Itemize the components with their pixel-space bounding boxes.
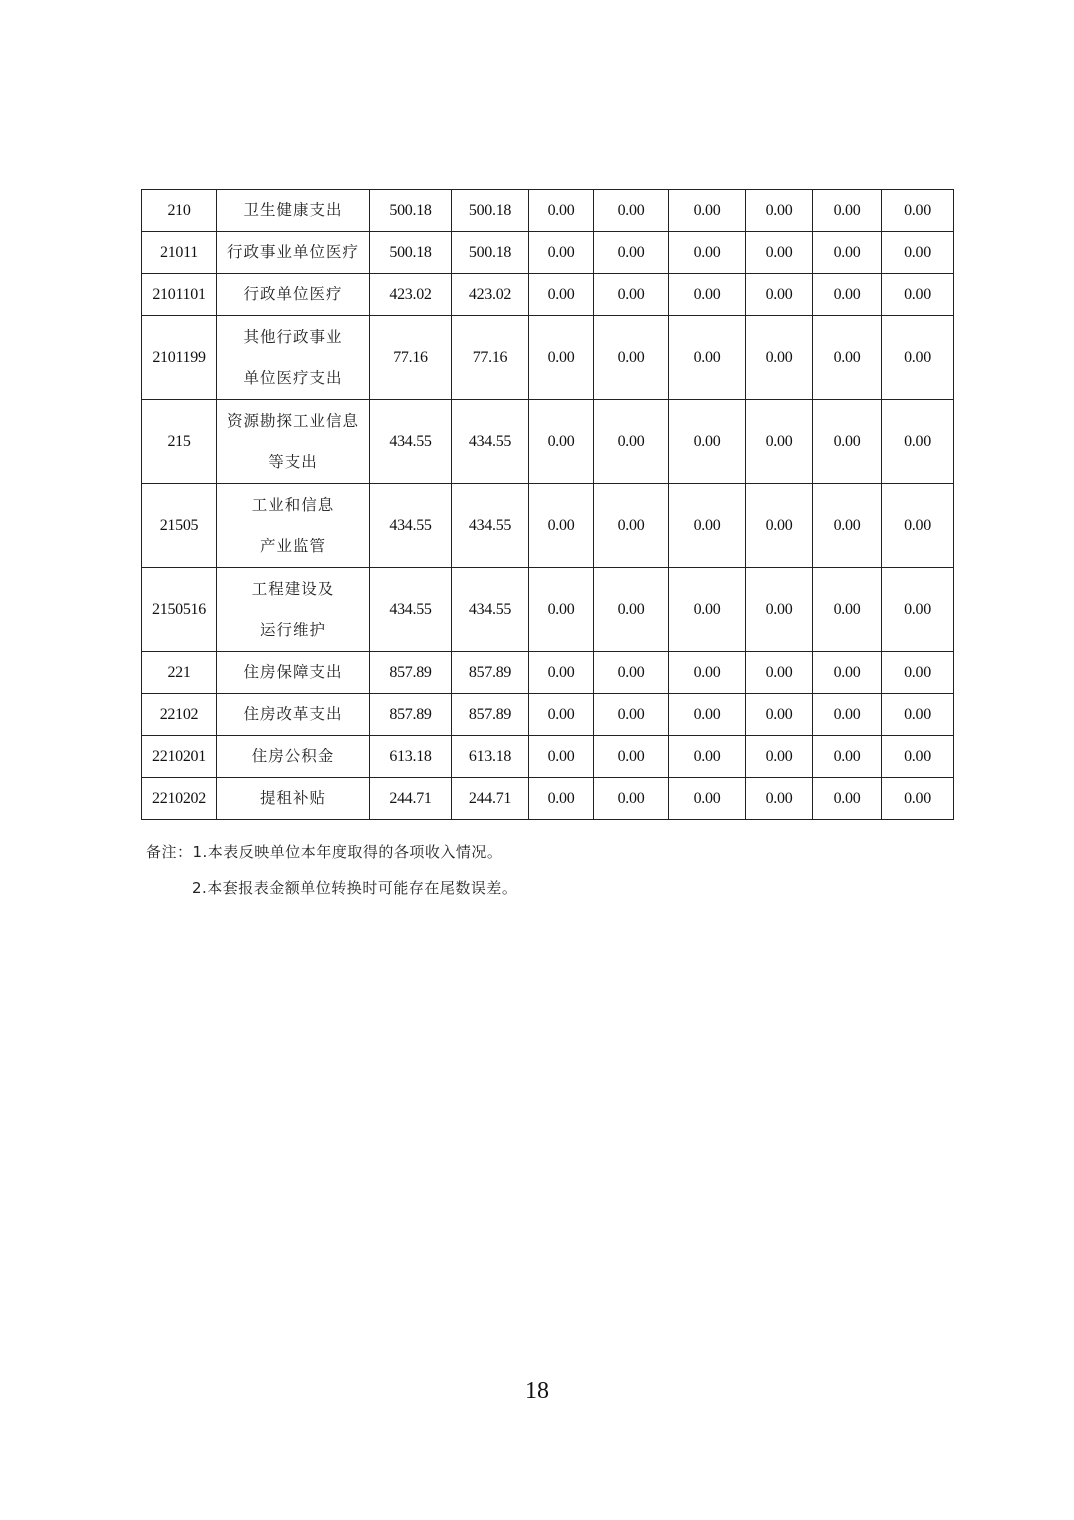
table-row	[142, 400, 954, 484]
subject-name-line: 工业和信息	[251, 495, 335, 514]
amount-cell: 0.00	[669, 232, 746, 274]
amount-cell: 434.55	[452, 400, 529, 484]
subject-name	[217, 190, 370, 232]
amount-cell: 0.00	[882, 694, 954, 736]
amount-cell: 0.00	[594, 736, 669, 778]
amount-cell: 434.55	[370, 568, 452, 652]
subject-name	[217, 316, 370, 400]
amount-cell: 0.00	[669, 316, 746, 400]
subject-name	[217, 736, 370, 778]
amount-cell: 0.00	[529, 400, 594, 484]
amount-cell: 0.00	[594, 190, 669, 232]
table-row	[142, 232, 954, 274]
amount-cell: 434.55	[452, 568, 529, 652]
table-row	[142, 190, 954, 232]
amount-cell: 0.00	[746, 568, 813, 652]
amount-cell: 857.89	[452, 652, 529, 694]
amount-cell: 0.00	[529, 274, 594, 316]
notes	[146, 840, 946, 912]
amount-cell: 0.00	[669, 694, 746, 736]
amount-cell: 0.00	[594, 274, 669, 316]
amount-cell: 0.00	[813, 736, 882, 778]
amount-cell: 0.00	[882, 400, 954, 484]
amount-cell: 0.00	[669, 400, 746, 484]
amount-cell: 0.00	[529, 652, 594, 694]
amount-cell: 0.00	[669, 568, 746, 652]
amount-cell: 0.00	[813, 232, 882, 274]
amount-cell: 0.00	[882, 274, 954, 316]
amount-cell: 0.00	[813, 484, 882, 568]
amount-cell: 0.00	[669, 736, 746, 778]
subject-name	[217, 274, 370, 316]
amount-cell: 0.00	[529, 694, 594, 736]
amount-cell: 857.89	[452, 694, 529, 736]
amount-cell: 0.00	[746, 694, 813, 736]
amount-cell: 0.00	[594, 316, 669, 400]
amount-cell: 0.00	[594, 400, 669, 484]
page-number: 18	[525, 1378, 549, 1404]
subject-code: 21505	[142, 484, 217, 568]
subject-name-line: 行政单位医疗	[243, 285, 343, 303]
amount-cell: 77.16	[370, 316, 452, 400]
subject-name-line: 提租补贴	[259, 789, 326, 807]
subject-code: 2210202	[142, 778, 217, 820]
amount-cell: 857.89	[370, 652, 452, 694]
amount-cell: 0.00	[669, 190, 746, 232]
amount-cell: 0.00	[813, 400, 882, 484]
table-row	[142, 694, 954, 736]
note-1: 备注：1.本表反映单位本年度取得的各项收入情况。	[146, 843, 503, 861]
subject-code: 2150516	[142, 568, 217, 652]
amount-cell: 0.00	[746, 274, 813, 316]
amount-cell: 0.00	[529, 568, 594, 652]
amount-cell: 434.55	[370, 484, 452, 568]
amount-cell: 0.00	[813, 316, 882, 400]
subject-name	[217, 232, 370, 274]
amount-cell: 0.00	[813, 694, 882, 736]
amount-cell: 0.00	[669, 652, 746, 694]
amount-cell: 0.00	[746, 484, 813, 568]
amount-cell: 0.00	[882, 232, 954, 274]
subject-name-line: 住房保障支出	[243, 663, 343, 681]
subject-name-line: 卫生健康支出	[243, 201, 343, 219]
subject-name-line: 单位医疗支出	[243, 368, 343, 387]
subject-code: 221	[142, 652, 217, 694]
subject-code: 2210201	[142, 736, 217, 778]
amount-cell: 0.00	[882, 652, 954, 694]
amount-cell: 244.71	[370, 778, 452, 820]
amount-cell: 0.00	[813, 778, 882, 820]
table-row	[142, 484, 954, 568]
subject-name	[217, 484, 370, 568]
amount-cell: 434.55	[370, 400, 452, 484]
table-row	[142, 652, 954, 694]
amount-cell: 0.00	[746, 316, 813, 400]
amount-cell: 423.02	[452, 274, 529, 316]
subject-name	[217, 694, 370, 736]
subject-name-line: 住房改革支出	[243, 705, 343, 723]
amount-cell: 0.00	[594, 694, 669, 736]
table-row	[142, 778, 954, 820]
amount-cell: 0.00	[669, 274, 746, 316]
amount-cell: 0.00	[882, 736, 954, 778]
amount-cell: 0.00	[746, 232, 813, 274]
amount-cell: 0.00	[882, 568, 954, 652]
amount-cell: 0.00	[669, 484, 746, 568]
amount-cell: 857.89	[370, 694, 452, 736]
subject-code: 21011	[142, 232, 217, 274]
amount-cell: 500.18	[452, 232, 529, 274]
amount-cell: 0.00	[882, 778, 954, 820]
amount-cell: 500.18	[452, 190, 529, 232]
table-row	[142, 568, 954, 652]
amount-cell: 0.00	[882, 316, 954, 400]
subject-name-line: 资源勘探工业信息	[226, 411, 359, 430]
amount-cell: 77.16	[452, 316, 529, 400]
amount-cell: 0.00	[746, 400, 813, 484]
amount-cell: 500.18	[370, 232, 452, 274]
amount-cell: 0.00	[529, 778, 594, 820]
table-row	[142, 316, 954, 400]
amount-cell: 0.00	[813, 568, 882, 652]
amount-cell: 0.00	[594, 568, 669, 652]
amount-cell: 0.00	[594, 484, 669, 568]
subject-name-line: 其他行政事业	[243, 327, 343, 346]
note-2: 2.本套报表金额单位转换时可能存在尾数误差。	[192, 879, 518, 897]
amount-cell: 0.00	[882, 484, 954, 568]
budget-table	[141, 189, 954, 820]
table-row	[142, 736, 954, 778]
subject-code: 22102	[142, 694, 217, 736]
amount-cell: 0.00	[813, 274, 882, 316]
subject-name-line: 等支出	[268, 452, 318, 471]
amount-cell: 0.00	[594, 232, 669, 274]
amount-cell: 0.00	[813, 190, 882, 232]
amount-cell: 613.18	[370, 736, 452, 778]
amount-cell: 500.18	[370, 190, 452, 232]
amount-cell: 0.00	[529, 232, 594, 274]
amount-cell: 0.00	[594, 652, 669, 694]
subject-name	[217, 778, 370, 820]
amount-cell: 0.00	[813, 652, 882, 694]
subject-name	[217, 400, 370, 484]
subject-name	[217, 568, 370, 652]
amount-cell: 434.55	[452, 484, 529, 568]
subject-name-line: 运行维护	[259, 620, 326, 639]
amount-cell: 0.00	[882, 190, 954, 232]
subject-code: 2101101	[142, 274, 217, 316]
amount-cell: 0.00	[746, 778, 813, 820]
amount-cell: 0.00	[529, 484, 594, 568]
amount-cell: 0.00	[594, 778, 669, 820]
subject-name-line: 工程建设及	[251, 579, 335, 598]
amount-cell: 423.02	[370, 274, 452, 316]
amount-cell: 0.00	[746, 736, 813, 778]
subject-name-line: 住房公积金	[251, 747, 335, 765]
amount-cell: 0.00	[529, 736, 594, 778]
table-row	[142, 274, 954, 316]
subject-code: 215	[142, 400, 217, 484]
amount-cell: 0.00	[529, 190, 594, 232]
amount-cell: 0.00	[669, 778, 746, 820]
amount-cell: 613.18	[452, 736, 529, 778]
amount-cell: 0.00	[746, 652, 813, 694]
subject-code: 210	[142, 190, 217, 232]
amount-cell: 244.71	[452, 778, 529, 820]
subject-name-line: 产业监管	[259, 536, 326, 555]
amount-cell: 0.00	[529, 316, 594, 400]
subject-name	[217, 652, 370, 694]
subject-code: 2101199	[142, 316, 217, 400]
subject-name-line: 行政事业单位医疗	[226, 243, 359, 261]
amount-cell: 0.00	[746, 190, 813, 232]
table-body	[142, 190, 954, 820]
